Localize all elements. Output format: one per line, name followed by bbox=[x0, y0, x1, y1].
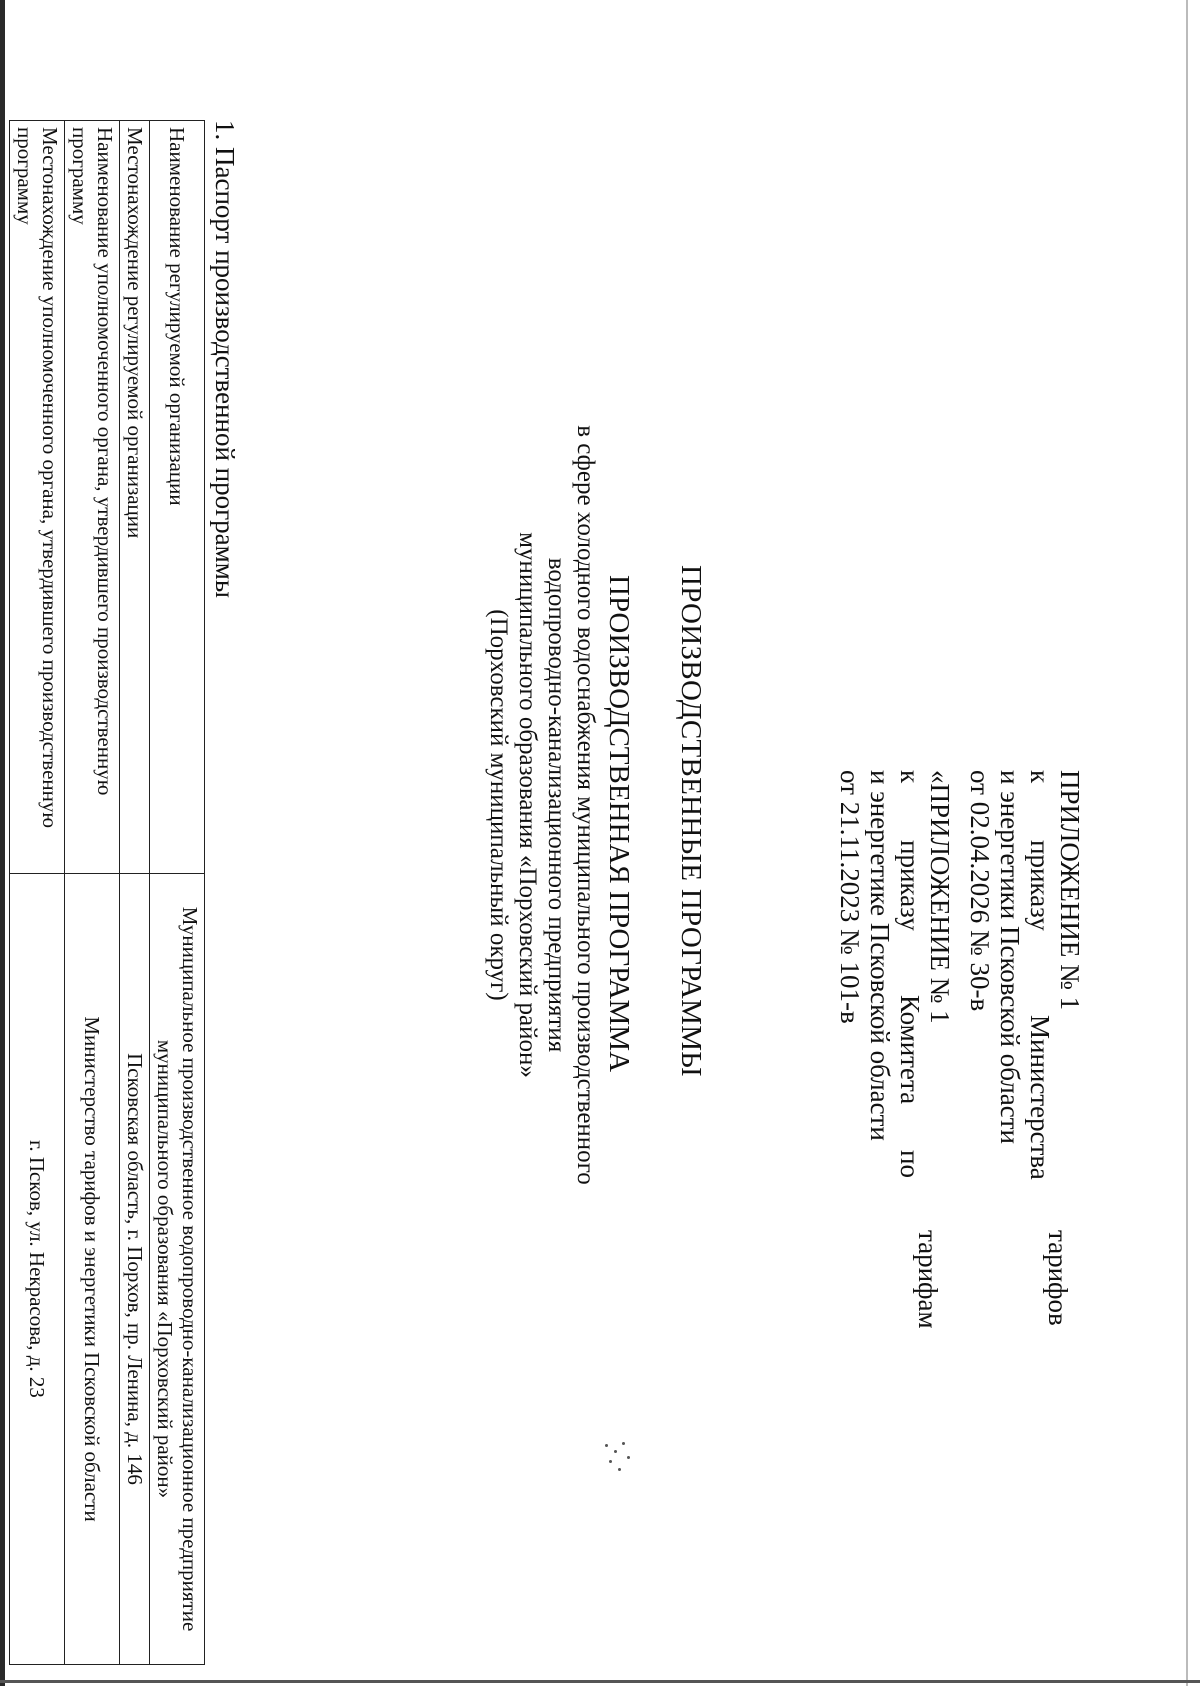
attachment-previous-line2: и энергетике Псковской области bbox=[865, 770, 895, 1141]
attachment-previous-po-word: по bbox=[895, 1150, 925, 1178]
passport-value: г. Псков, ул. Некрасова, д. 23 bbox=[10, 874, 65, 1665]
attachment-previous-order-word: приказу bbox=[895, 840, 925, 931]
attachment-current-date: от 02.04.2026 № 30-в bbox=[965, 770, 995, 1012]
attachment-previous-title: «ПРИЛОЖЕНИЕ № 1 bbox=[925, 770, 955, 1024]
attachment-previous-k: к bbox=[895, 770, 925, 784]
program-intro-line2: водопроводно-канализационного предприятия bbox=[543, 557, 570, 1053]
passport-value: Министерство тарифов и энергетики Псковской области bbox=[65, 874, 120, 1665]
scan-frame-bottom bbox=[0, 1680, 1200, 1683]
attachment-previous bbox=[835, 770, 955, 1330]
attachment-current-tariffs-word: тарифов bbox=[1043, 1230, 1073, 1326]
passport-label: Наименование уполномоченного органа, утвердившего производственную программу bbox=[65, 121, 120, 874]
attachment-current-line2: и энергетики Псковской области bbox=[995, 770, 1025, 1144]
program-heading: ПРОИЗВОДСТВЕННАЯ ПРОГРАММА bbox=[603, 575, 635, 1073]
program-intro-line3: муниципального образования «Порховский район» bbox=[514, 532, 541, 1078]
scan-specks bbox=[600, 1440, 640, 1480]
document-page bbox=[0, 20, 1100, 1660]
table-row bbox=[150, 121, 205, 1665]
section-title: 1. Паспорт производственной программы bbox=[210, 120, 240, 598]
attachment-previous-committee-word: Комитета bbox=[895, 995, 925, 1105]
program-intro-line1: в сфере холодного водоснабжения муниципального производственного bbox=[572, 425, 599, 1185]
passport-table bbox=[9, 120, 205, 1665]
passport-label: Местонахождение уполномоченного органа, утвердившего производственную программу bbox=[10, 121, 65, 874]
passport-value: Муниципальное производственное водопроводно-канализационное предприятие муниципального образования «Порховский район» bbox=[150, 874, 205, 1665]
attachment-current-k: к bbox=[1025, 770, 1055, 784]
program-intro-line4: (Порховский муниципальный округ) bbox=[485, 609, 512, 1001]
attachment-current-order-word: приказу bbox=[1025, 840, 1055, 931]
table-row bbox=[120, 121, 150, 1665]
attachment-previous-tariffs-word: тарифам bbox=[913, 1230, 943, 1329]
attachment-current-ministry-word: Министерства bbox=[1025, 1015, 1055, 1180]
scan-frame-right bbox=[1186, 0, 1188, 1686]
passport-value: Псковская область, г. Порхов, пр. Ленина, д. 146 bbox=[120, 874, 150, 1665]
passport-label: Местонахождение регулируемой организации bbox=[120, 121, 150, 874]
table-row bbox=[65, 121, 120, 1665]
passport-label: Наименование регулируемой организации bbox=[150, 121, 205, 874]
attachment-current bbox=[965, 770, 1085, 1330]
table-row bbox=[10, 121, 65, 1665]
program-intro bbox=[484, 375, 600, 1235]
attachment-previous-date: от 21.11.2023 № 101-в bbox=[835, 770, 865, 1024]
main-heading: ПРОИЗВОДСТВЕННЫЕ ПРОГРАММЫ bbox=[675, 565, 707, 1077]
attachment-current-title: ПРИЛОЖЕНИЕ № 1 bbox=[1055, 770, 1085, 1011]
